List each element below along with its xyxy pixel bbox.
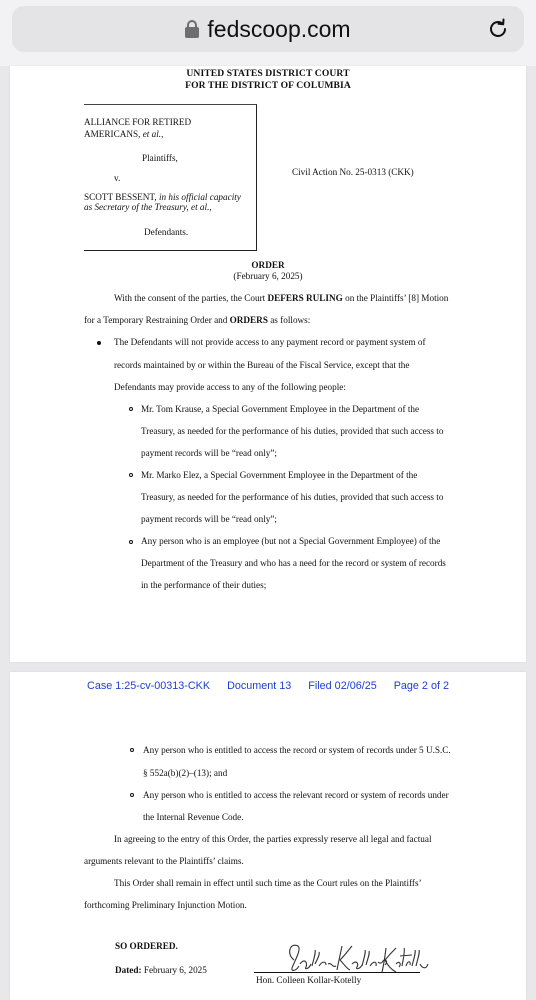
order-paragraph-1-line2: for a Temporary Restraining Order and ORDERS as follows:: [84, 315, 311, 325]
order-title: ORDER: [251, 260, 285, 270]
sub1-line: payment records will be “read only”;: [141, 448, 277, 458]
case-number: Case 1:25-cv-00313-CKK: [87, 680, 211, 692]
sub4-line: § 552a(b)(2)–(13); and: [143, 768, 228, 778]
sub2-line: Mr. Marko Elez, a Special Government Employee in the Department of the: [141, 470, 418, 480]
filed-date: Filed 02/06/25: [308, 680, 377, 692]
sub-bullet-marker: [130, 793, 134, 797]
bullet-marker: [97, 341, 101, 345]
document-page-1: [10, 66, 526, 662]
sub3-line: Department of the Treasury and who has a need for the record or system of records: [141, 558, 446, 568]
sub5-line: the Internal Revenue Code.: [143, 812, 244, 822]
reload-icon[interactable]: [486, 17, 510, 41]
document-page-2: [10, 672, 526, 1000]
defendant-name-line2: as Secretary of the Treasury, et al.,: [84, 202, 212, 212]
court-name-line2: FOR THE DISTRICT OF COLUMBIA: [185, 80, 351, 91]
so-ordered-label: SO ORDERED.: [115, 941, 178, 951]
plaintiff-name-line2: AMERICANS, et al.,: [84, 129, 164, 139]
browser-toolbar: [0, 0, 536, 66]
sub3-line: Any person who is an employee (but not a Special Government Employee) of the: [141, 536, 441, 546]
bullet1-line: Defendants may provide access to any of the following people:: [114, 382, 346, 392]
order-paragraph-2-line1: In agreeing to the entry of this Order, the parties expressly reserve all legal and factual: [114, 834, 432, 844]
address-bar[interactable]: [12, 6, 524, 52]
order-paragraph-3-line2: forthcoming Preliminary Injunction Motion.: [84, 900, 247, 910]
civil-action-number: Civil Action No. 25-0313 (CKK): [292, 167, 414, 177]
sub3-line: in the performance of their duties;: [141, 580, 267, 590]
sub-bullet-marker: [130, 748, 134, 752]
address-bar-content: [12, 6, 524, 52]
sub2-line: payment records will be “read only”;: [141, 514, 277, 524]
order-paragraph-1-line1: With the consent of the parties, the Court DEFERS RULING on the Plaintiffs’ [8] Motion: [114, 293, 449, 303]
ecf-filing-stamp: [10, 680, 526, 692]
plaintiffs-label: Plaintiffs,: [142, 153, 178, 163]
url-text: fedscoop.com: [207, 15, 351, 42]
lock-icon: [185, 20, 199, 38]
order-date: (February 6, 2025): [233, 271, 303, 281]
defendants-label: Defendants.: [144, 227, 189, 237]
versus-label: v.: [114, 173, 121, 183]
sub1-line: Mr. Tom Krause, a Special Government Employee in the Department of the: [141, 404, 420, 414]
plaintiff-name-line1: ALLIANCE FOR RETIRED: [84, 117, 192, 127]
sub-bullet-marker: [129, 473, 133, 477]
sub-bullet-marker: [129, 540, 133, 544]
signature-line: [254, 972, 420, 973]
sub-bullet-marker: [129, 407, 133, 411]
sub2-line: Treasury, as needed for the performance of his duties, provided that such access to: [141, 492, 444, 502]
court-name-line1: UNITED STATES DISTRICT COURT: [186, 68, 350, 79]
defendant-name-line1: SCOTT BESSENT, in his official capacity: [84, 192, 241, 202]
signer-name: Hon. Colleen Kollar-Kotelly: [256, 975, 362, 985]
sub1-line: Treasury, as needed for the performance of his duties, provided that such access to: [141, 426, 444, 436]
document-number: Document 13: [227, 680, 292, 692]
sub4-line: Any person who is entitled to access the record or system of records under 5 U.S.C.: [143, 745, 451, 755]
sub5-line: Any person who is entitled to access the relevant record or system of records under: [143, 790, 449, 800]
dated-line: Dated: February 6, 2025: [115, 965, 207, 975]
page-number: Page 2 of 2: [393, 680, 449, 692]
bullet1-line: The Defendants will not provide access to any payment record or payment system of: [114, 337, 426, 347]
bullet1-line: records maintained by or within the Bureau of the Fiscal Service, except that the: [114, 360, 410, 370]
order-paragraph-3-line1: This Order shall remain in effect until such time as the Court rules on the Plaintiffs’: [114, 878, 422, 888]
order-paragraph-2-line2: arguments relevant to the Plaintiffs’ claims.: [84, 856, 244, 866]
